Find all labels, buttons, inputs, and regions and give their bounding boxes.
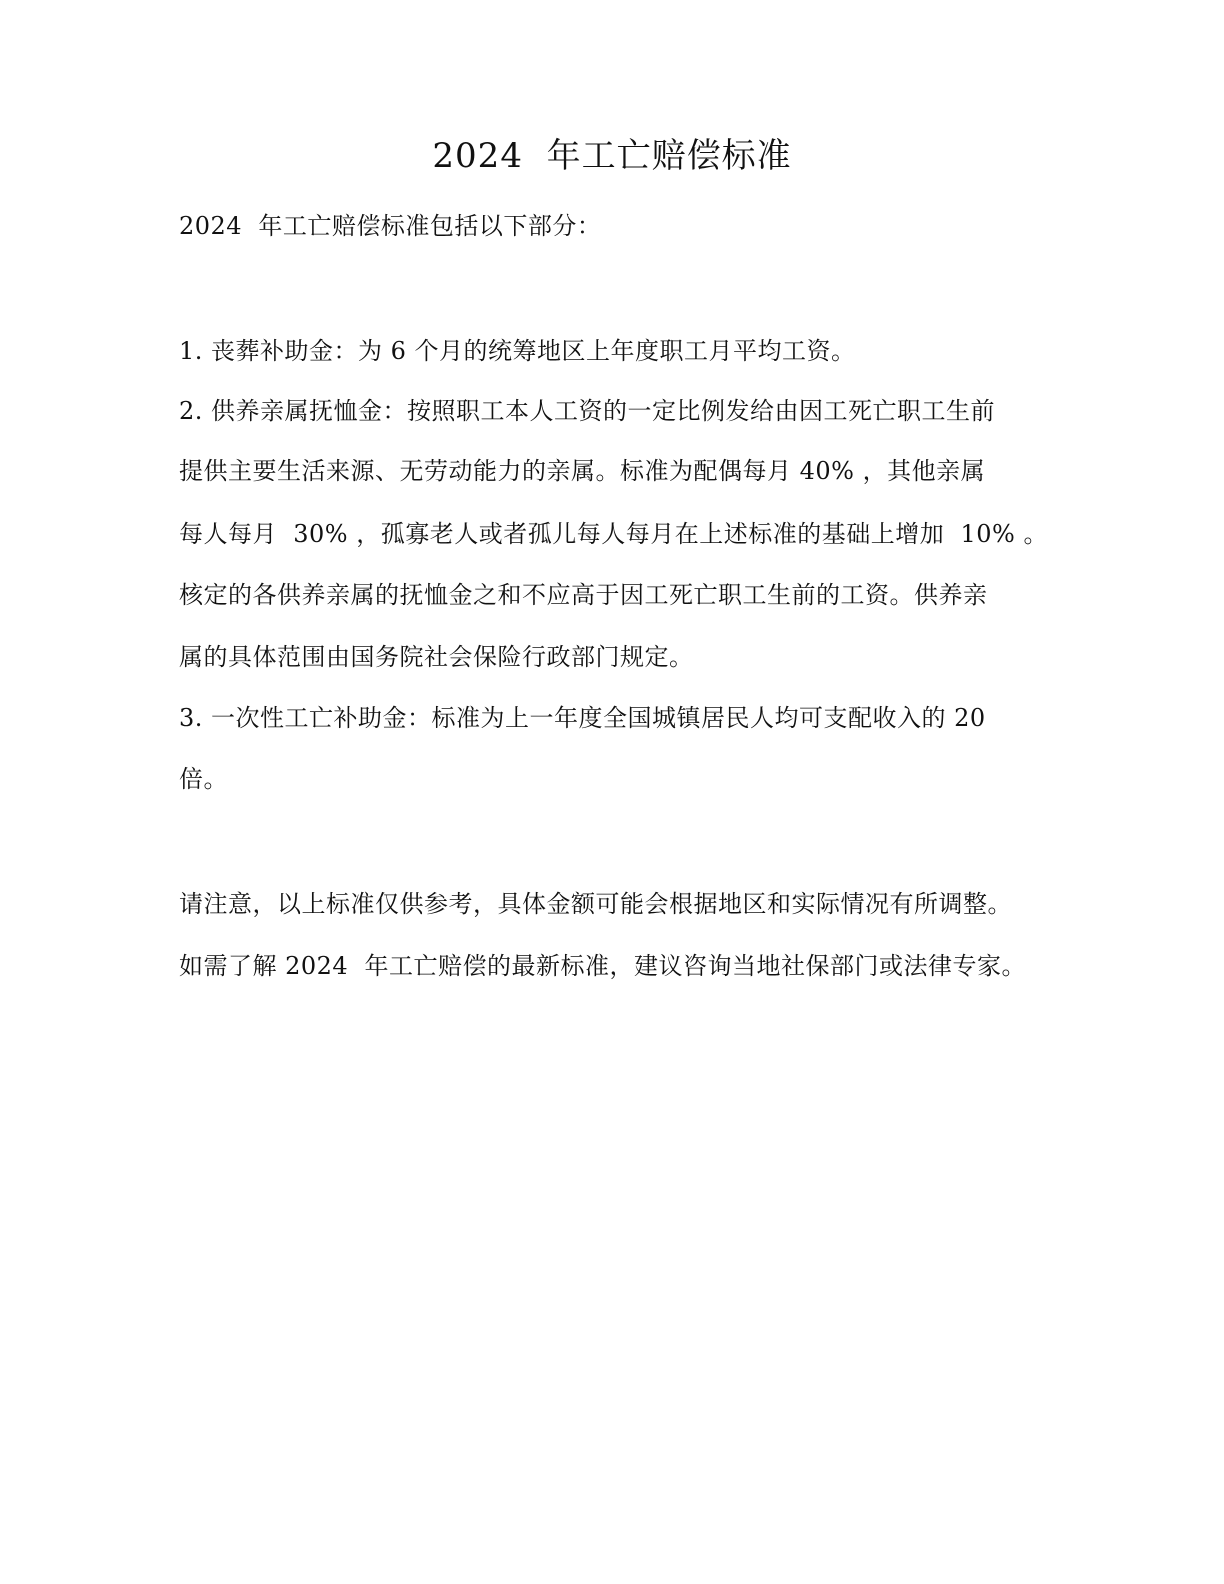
item-1-funeral-allowance: 1. 丧葬补助金：为 6 个月的统筹地区上年度职工月平均工资。 <box>179 337 856 365</box>
item-3-line-2: 倍。 <box>179 765 228 793</box>
item-2-line-3: 每人每月 30% ，孤寡老人或者孤儿每人每月在上述标准的基础上增加 10% 。 <box>179 520 1048 548</box>
note-line-1: 请注意，以上标准仅供参考，具体金额可能会根据地区和实际情况有所调整。 <box>179 890 1012 918</box>
note-line-2: 如需了解 2024 年工亡赔偿的最新标准，建议咨询当地社保部门或法律专家。 <box>179 952 1026 980</box>
item-2-line-5: 属的具体范围由国务院社会保险行政部门规定。 <box>179 643 694 671</box>
intro-paragraph: 2024 年工亡赔偿标准包括以下部分： <box>179 212 602 240</box>
item-2-line-4: 核定的各供养亲属的抚恤金之和不应高于因工死亡职工生前的工资。供养亲 <box>179 581 988 609</box>
item-2-line-1: 2. 供养亲属抚恤金：按照职工本人工资的一定比例发给由因工死亡职工生前 <box>179 397 996 425</box>
document-title: 2024 年工亡赔偿标准 <box>432 136 792 176</box>
item-2-line-2: 提供主要生活来源、无劳动能力的亲属。标准为配偶每月 40% ，其他亲属 <box>179 457 986 485</box>
item-3-line-1: 3. 一次性工亡补助金：标准为上一年度全国城镇居民人均可支配收入的 20 <box>179 704 986 732</box>
